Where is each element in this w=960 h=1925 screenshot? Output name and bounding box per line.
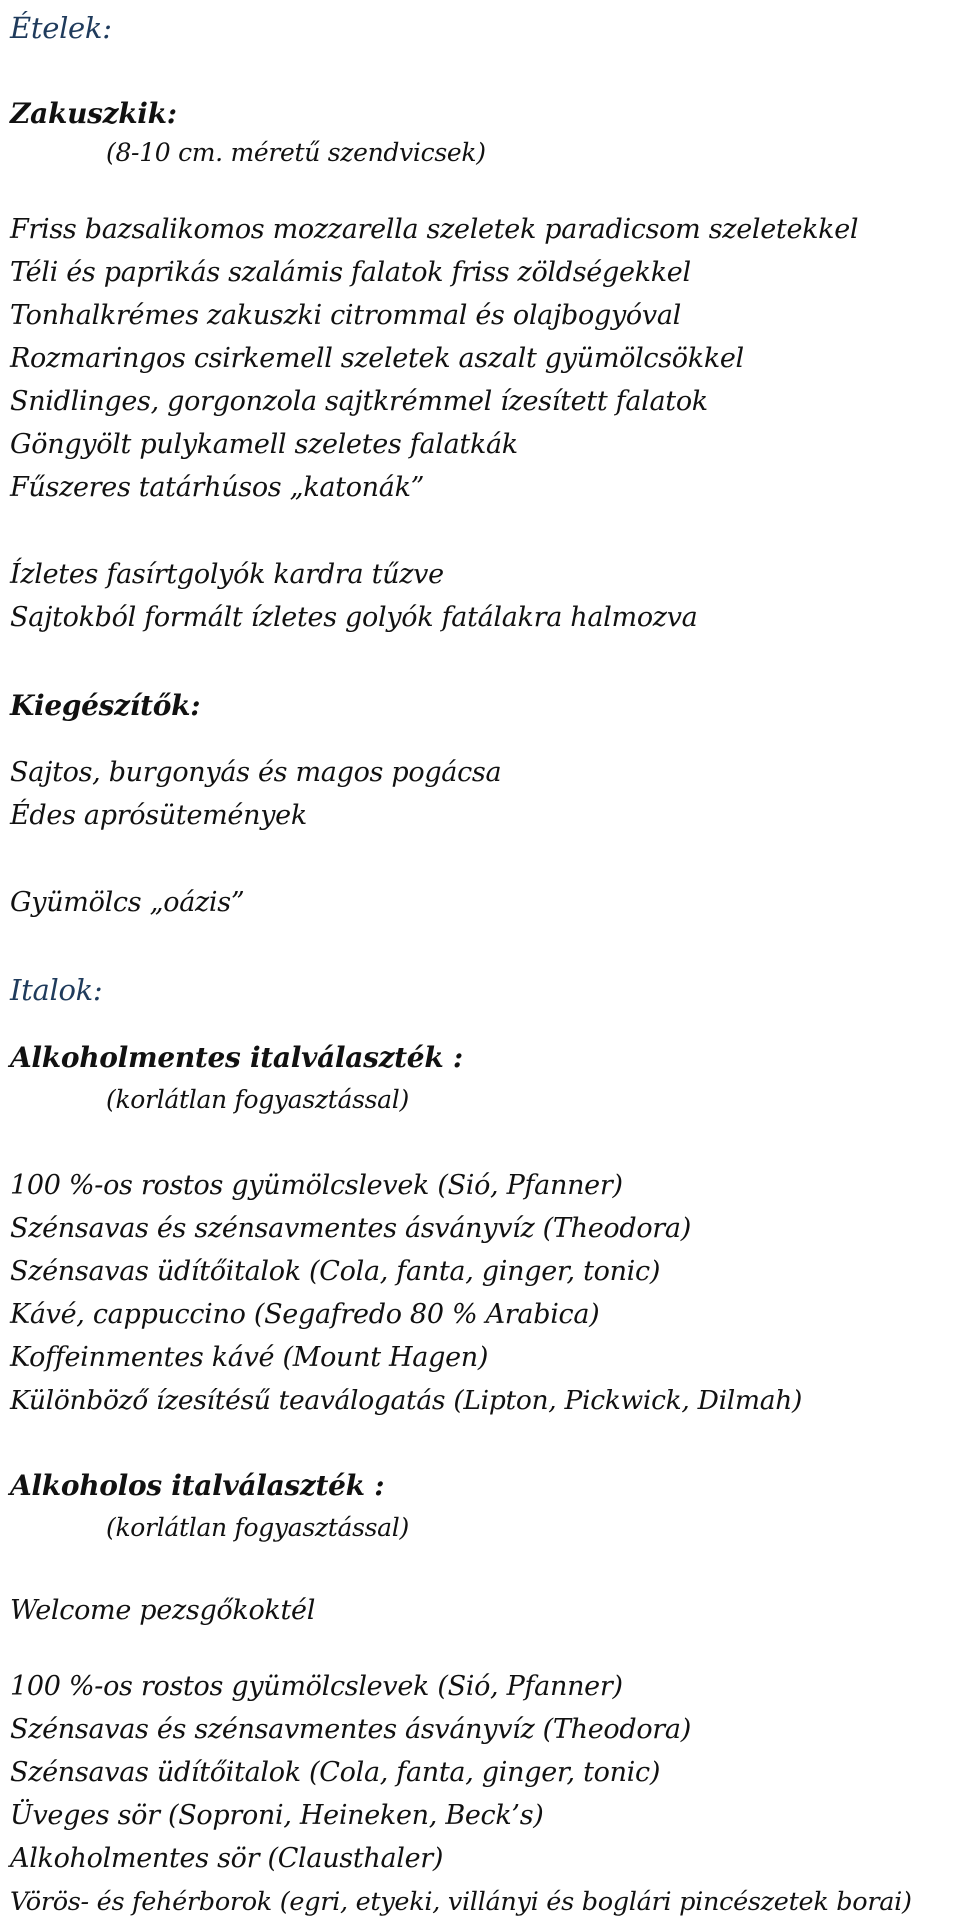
appetizer-item: Rozmaringos csirkemell szeletek aszalt gyümölcsökkel	[10, 343, 744, 374]
appetizer-item: Göngyölt pulykamell szeletes falatkák	[10, 429, 518, 460]
fruit-item: Gyümölcs „oázis”	[10, 887, 245, 918]
soft-drink-item: 100 %-os rostos gyümölcslevek (Sió, Pfanner)	[10, 1170, 623, 1201]
soft-drink-item: Kávé, cappuccino (Segafredo 80 % Arabica)	[10, 1299, 600, 1330]
drinks-section-heading: Italok:	[10, 973, 103, 1007]
soft-drinks-heading: Alkoholmentes italválaszték :	[10, 1041, 463, 1074]
soft-drink-item: Szénsavas és szénsavmentes ásványvíz (Theodora)	[10, 1213, 691, 1244]
appetizer-item: Friss bazsalikomos mozzarella szeletek paradicsom szeletekkel	[10, 214, 859, 245]
sides-heading: Kiegészítők:	[10, 689, 201, 722]
alcoholic-drinks-note: (korlátlan fogyasztással)	[106, 1513, 409, 1542]
appetizer-item: Snidlinges, gorgonzola sajtkrémmel ízesített falatok	[10, 386, 708, 417]
alcoholic-drink-item: Szénsavas üdítőitalok (Cola, fanta, ginger, tonic)	[10, 1757, 661, 1788]
alcoholic-drink-item: Üveges sör (Soproni, Heineken, Beck’s)	[10, 1800, 544, 1831]
soft-drink-item: Koffeinmentes kávé (Mount Hagen)	[10, 1342, 489, 1373]
alcoholic-drinks-heading: Alkoholos italválaszték :	[10, 1469, 385, 1502]
appetizer-extra-item: Ízletes fasírtgolyók kardra tűzve	[10, 559, 444, 590]
soft-drink-item: Szénsavas üdítőitalok (Cola, fanta, ginger, tonic)	[10, 1256, 661, 1287]
appetizer-item: Téli és paprikás szalámis falatok friss zöldségekkel	[10, 257, 691, 288]
alcoholic-drink-item: Vörös- és fehérborok (egri, etyeki, villányi és boglári pincészetek borai)	[10, 1887, 912, 1917]
food-section-heading: Ételek:	[10, 11, 112, 45]
appetizers-size-note: (8-10 cm. méretű szendvicsek)	[106, 138, 486, 167]
appetizers-heading: Zakuszkik:	[10, 97, 177, 130]
appetizer-item: Tonhalkrémes zakuszki citrommal és olajbogyóval	[10, 300, 681, 331]
soft-drinks-note: (korlátlan fogyasztással)	[106, 1085, 409, 1114]
alcoholic-drink-item: Alkoholmentes sör (Clausthaler)	[10, 1843, 444, 1874]
alcoholic-drink-item: Szénsavas és szénsavmentes ásványvíz (Theodora)	[10, 1714, 691, 1745]
appetizer-extra-item: Sajtokból formált ízletes golyók fatálakra halmozva	[10, 602, 698, 633]
side-item: Sajtos, burgonyás és magos pogácsa	[10, 757, 502, 788]
side-item: Édes aprósütemények	[10, 800, 307, 831]
alcoholic-drink-item: 100 %-os rostos gyümölcslevek (Sió, Pfanner)	[10, 1671, 623, 1702]
soft-drink-item: Különböző ízesítésű teaválogatás (Lipton, Pickwick, Dilmah)	[10, 1385, 803, 1416]
appetizer-item: Fűszeres tatárhúsos „katonák”	[10, 472, 425, 503]
welcome-cocktail: Welcome pezsgőkoktél	[10, 1595, 316, 1626]
